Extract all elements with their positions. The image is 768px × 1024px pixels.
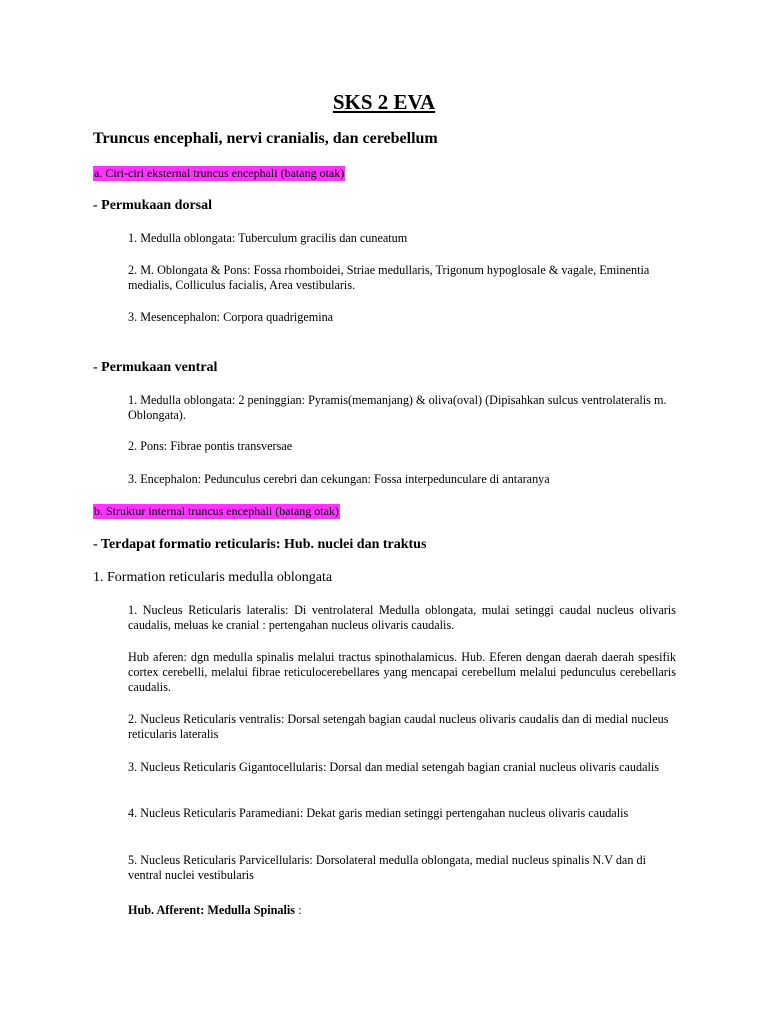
nucleus-item: 2. Nucleus Reticularis ventralis: Dorsal setengah bagian caudal nucleus olivaris caudalis dan di medial nucleus reticularis lateralis (128, 712, 669, 741)
dorsal-item: 2. M. Oblongata & Pons: Fossa rhomboidei, Striae medullaris, Trigonum hypoglosale & vagale, Eminentia medialis, Colliculus facialis, Area vestibularis. (128, 263, 650, 292)
nucleus-item: 1. Nucleus Reticularis lateralis: Di ventrolateral Medulla oblongata, mulai setinggi caudal nucleus olivaris caudalis, meluas ke cranial : pertengahan nucleus olivaris caudalis. (128, 603, 676, 632)
section-b-heading: b. Struktur internal truncus encephali (batang otak) (94, 504, 339, 518)
formatio-heading: - Terdapat formatio reticularis: Hub. nuclei dan traktus (93, 537, 427, 552)
dorsal-item: 3. Mesencephalon: Corpora quadrigemina (128, 310, 334, 324)
ventral-item: 3. Encephalon: Pedunculus cerebri dan cekungan: Fossa interpedunculare di antaranya (128, 472, 550, 486)
nucleus-item: 5. Nucleus Reticularis Parvicellularis: Dorsolateral medulla oblongata, medial nucleus spinalis N.V dan di ventral nuclei vestibularis (128, 853, 646, 882)
afferent-line (128, 903, 676, 918)
nucleus-item: 4. Nucleus Reticularis Paramediani: Dekat garis median setinggi pertengahan nucleus olivaris caudalis (128, 806, 629, 820)
dorsal-heading: - Permukaan dorsal (93, 198, 212, 213)
dorsal-item: 1. Medulla oblongata: Tuberculum gracilis dan cuneatum (128, 231, 408, 245)
ventral-item: 1. Medulla oblongata: 2 peninggian: Pyramis(memanjang) & oliva(oval) (Dipisahkan sulcus ventrolateralis m. Oblongata). (128, 393, 667, 422)
ventral-item: 2. Pons: Fibrae pontis transversae (128, 439, 293, 453)
section-a-heading: a. Ciri-ciri eksternal truncus encephali (batang otak) (94, 166, 345, 180)
afferent-colon: : (295, 903, 302, 917)
document-subtitle: Truncus encephali, nervi cranialis, dan cerebellum (93, 130, 438, 147)
nucleus-item: Hub aferen: dgn medulla spinalis melalui tractus spinothalamicus. Hub. Eferen dengan daerah daerah spesifik cortex cerebelli, melalui fibrae reticulocerebellares yang mencapai cerebellum melalui pedunculus cerebellaris caudalis. (128, 650, 676, 694)
ventral-heading: - Permukaan ventral (93, 360, 218, 375)
formation-subheading: 1. Formation reticularis medulla oblongata (93, 570, 333, 585)
document-title: SKS 2 EVA (332, 90, 436, 114)
nucleus-item: 3. Nucleus Reticularis Gigantocellularis: Dorsal dan medial setengah bagian cranial nucleus olivaris caudalis (128, 760, 660, 774)
afferent-label: Hub. Afferent: Medulla Spinalis (128, 903, 296, 917)
